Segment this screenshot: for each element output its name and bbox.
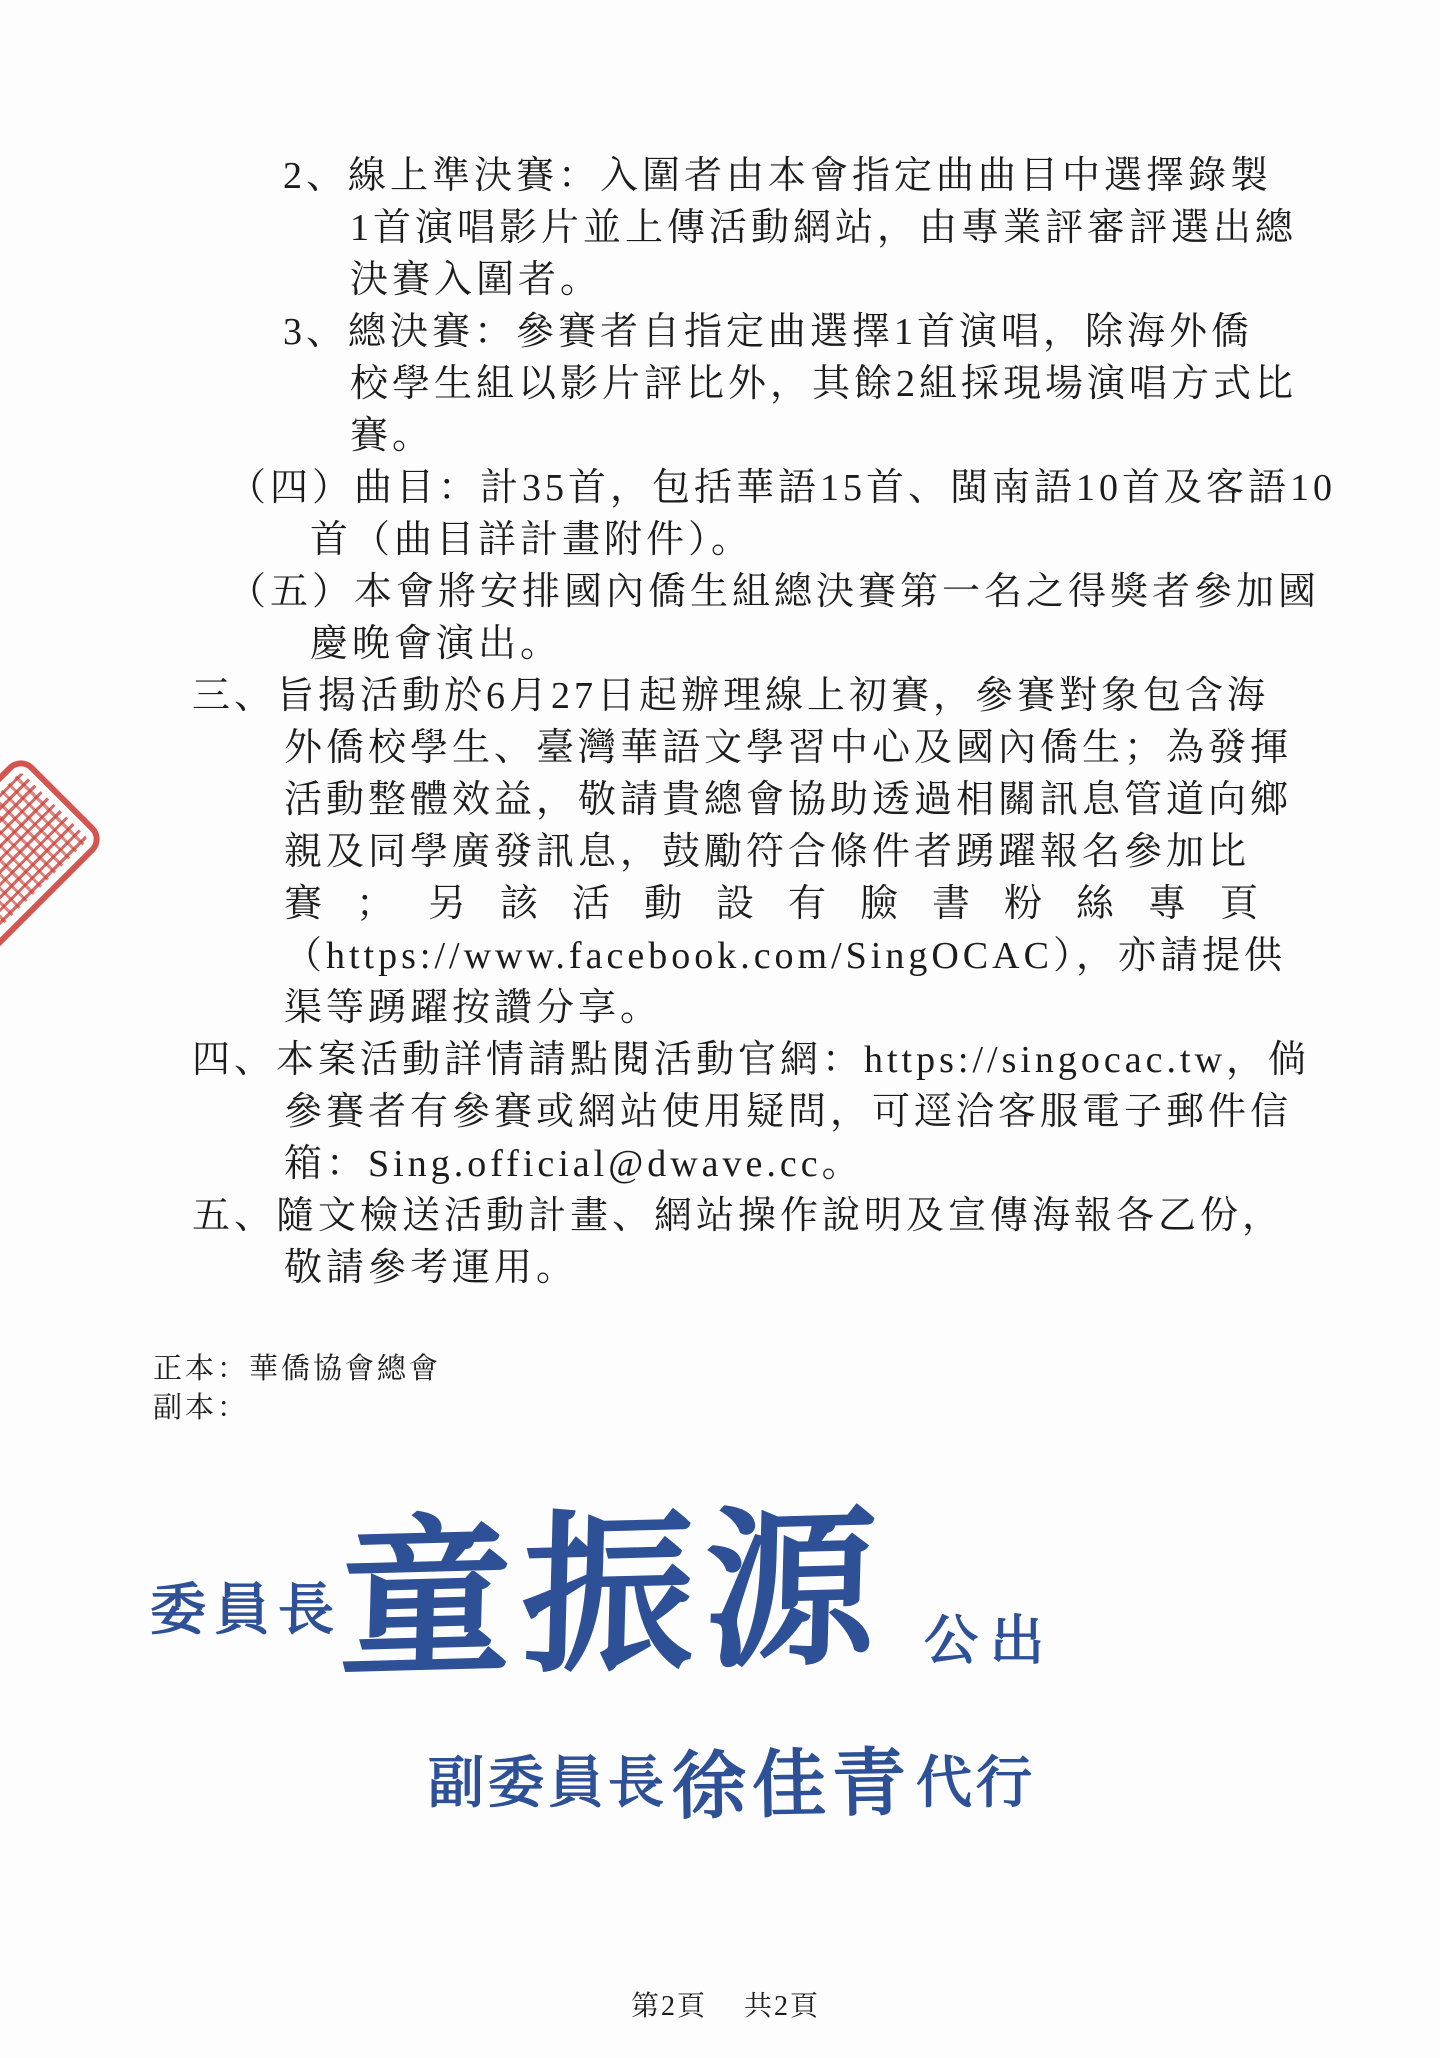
body-line: 賽；另該活動設有臉書粉絲專頁 <box>284 883 1258 925</box>
body-line: 校學生組以影片評比外，其餘2組採現場演唱方式比 <box>350 363 1298 405</box>
body-line: 外僑校學生、臺灣華語文學習中心及國內僑生；為發揮 <box>284 727 1293 769</box>
body-line: 3、總決賽：參賽者自指定曲選擇1首演唱，除海外僑 <box>283 311 1254 353</box>
body-line: 渠等踴躍按讚分享。 <box>284 987 663 1029</box>
page-number: 第2頁 <box>631 1991 708 2022</box>
body-line: 1首演唱影片並上傳活動網站，由專業評審評選出總 <box>350 207 1298 249</box>
body-line: 敬請參考運用。 <box>284 1247 579 1289</box>
body-line: 箱：Sing.official@dwave.cc。 <box>284 1143 864 1185</box>
total-pages: 共2頁 <box>744 1991 821 2022</box>
body-line: 賽。 <box>350 415 435 457</box>
body-line: 三、旨揭活動於6月27日起辦理線上初賽，參賽對象包含海 <box>192 675 1270 717</box>
body-line: （五）本會將安排國內僑生組總決賽第一名之得獎者參加國 <box>228 571 1321 613</box>
deputy-signature: 徐佳青 <box>671 1742 913 1830</box>
distribution-block <box>153 1350 441 1428</box>
body-line: 活動整體效益，敬請貴總會協助透過相關訊息管道向鄉 <box>284 779 1293 821</box>
body-line: 決賽入圍者。 <box>350 259 603 301</box>
page-footer <box>631 1984 820 2024</box>
body-line: （四）曲目：計35首，包括華語15首、閩南語10首及客語10 <box>228 467 1337 509</box>
acting-on-behalf-note: 代行 <box>916 1753 1036 1815</box>
original-recipient-line: 正本：華僑協會總會 <box>153 1353 442 1385</box>
chairman-signature: 童振源 <box>337 1494 889 1700</box>
body-line: 2、線上準決賽：入圍者由本會指定曲曲目中選擇錄製 <box>283 155 1273 197</box>
body-line: 參賽者有參賽或網站使用疑問，可逕洽客服電子郵件信 <box>284 1091 1293 1133</box>
body-line: 四、本案活動詳情請點閱活動官網：https://singocac.tw，倘 <box>192 1039 1311 1081</box>
away-on-official-business-note: 公出 <box>924 1611 1056 1671</box>
body-line: 慶晚會演出。 <box>310 623 563 665</box>
deputy-signature-line <box>428 1726 1036 1832</box>
body-line: 首（曲目詳計畫附件）。 <box>310 519 754 561</box>
deputy-title: 副委員長 <box>428 1753 668 1815</box>
letter-body <box>0 150 1440 1294</box>
copy-recipient-line: 副本： <box>153 1392 250 1424</box>
body-line: 五、隨文檢送活動計畫、網站操作說明及宣傳海報各乙份， <box>192 1195 1285 1237</box>
body-line: （https://www.facebook.com/SingOCAC），亦請提供 <box>284 935 1286 977</box>
body-line: 親及同學廣發訊息，鼓勵符合條件者踴躍報名參加比 <box>284 831 1251 873</box>
chairman-title: 委員長 <box>150 1580 342 1642</box>
